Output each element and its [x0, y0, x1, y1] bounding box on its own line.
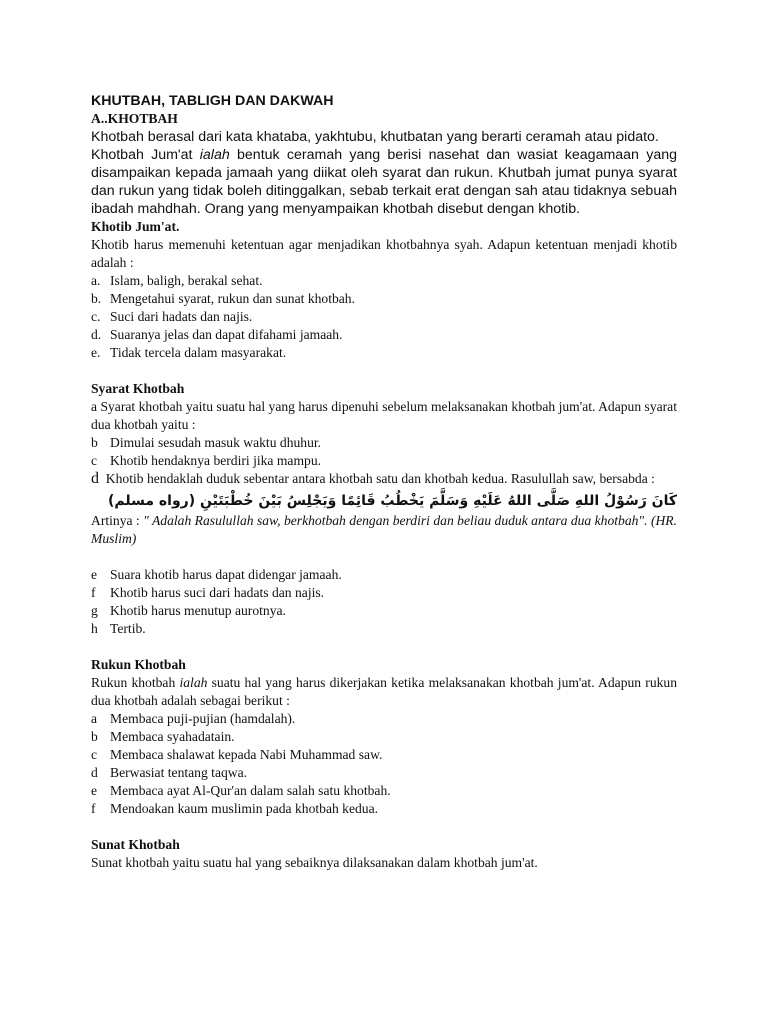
artinya-translation — [91, 512, 677, 548]
list-text: Membaca puji-pujian (hamdalah). — [110, 711, 296, 726]
list-item — [91, 764, 677, 782]
list-text: Membaca shalawat kepada Nabi Muhammad saw. — [110, 747, 383, 762]
list-text: Mengetahui syarat, rukun dan sunat khotbah. — [110, 291, 356, 306]
list-item — [91, 584, 677, 602]
rukun-intro-start: Rukun khotbah — [91, 675, 180, 690]
list-marker: d — [91, 765, 98, 780]
list-text: Tertib. — [110, 621, 146, 636]
section-a-heading: A..KHOTBAH — [91, 111, 178, 126]
spacer — [91, 362, 677, 380]
list-marker: c. — [91, 309, 101, 324]
khotib-intro: Khotib harus memenuhi ketentuan agar menjadikan khotbahnya syah. Adapun ketentuan menjadi khotib adalah : — [91, 237, 677, 270]
khotib-list — [91, 272, 677, 362]
list-text: Suci dari hadats dan najis. — [110, 309, 253, 324]
para2-rest: bentuk ceramah yang berisi nasehat dan wasiat keagamaan yang disampaikan kepada jamaah yang diikat oleh syarat dan rukun. Khutbah jumat punya syarat dan rukun yang tidak boleh ditinggalkan, sebab terkait erat dengan sah atau tidaknya sebuah ibadah mahdhah. Orang yang menyampaikan khotbah disebut dengan khotib. — [91, 147, 677, 217]
document-title: KHUTBAH, TABLIGH DAN DAKWAH — [91, 93, 334, 109]
list-marker: a — [91, 711, 98, 726]
list-text: Tidak tercela dalam masyarakat. — [110, 345, 287, 360]
list-item — [91, 272, 677, 290]
list-item — [91, 308, 677, 326]
syarat-heading: Syarat Khotbah — [91, 381, 185, 396]
list-text: Dimulai sesudah masuk waktu dhuhur. — [110, 435, 322, 450]
section-a-paragraph-1: Khotbah berasal dari kata khataba, yakhtubu, khutbatan yang berarti ceramah atau pidato. — [91, 129, 659, 145]
para2-italic: ialah — [199, 147, 230, 163]
list-item — [91, 566, 677, 584]
list-marker: d — [91, 470, 99, 487]
sunat-heading: Sunat Khotbah — [91, 837, 180, 852]
khotib-heading: Khotib Jum'at. — [91, 219, 180, 234]
arabic-hadith: كَانَ رَسُوْلُ اللهِ صَلَّى اللهُ عَلَيْهِ وَسَلَّمَ يَخْطُبُ قَائِمًا وَيَجْلِسُ بَيْنَ خُطْبَتَيْنِ (رواه مسلم) — [108, 493, 677, 509]
list-marker: a. — [91, 273, 101, 288]
list-marker: h — [91, 621, 98, 636]
list-text: Suara khotib harus dapat didengar jamaah. — [110, 567, 342, 582]
list-item — [91, 710, 677, 728]
list-marker: e — [91, 783, 98, 798]
list-item — [91, 782, 677, 800]
syarat-item-d — [91, 470, 677, 488]
list-marker: f — [91, 801, 96, 816]
list-item — [91, 290, 677, 308]
syarat-list-rest — [91, 566, 677, 638]
artinya-label: Artinya : — [91, 513, 144, 528]
list-text: Islam, baligh, berakal sehat. — [110, 273, 263, 288]
section-a-paragraph-2 — [91, 146, 677, 218]
list-text: Khotib harus menutup aurotnya. — [110, 603, 286, 618]
syarat-item-a: a Syarat khotbah yaitu suatu hal yang harus dipenuhi sebelum melaksanakan khotbah jum'at. Adapun syarat dua khotbah yaitu : — [91, 399, 677, 432]
list-item — [91, 326, 677, 344]
spacer — [91, 638, 677, 656]
list-marker: f — [91, 585, 96, 600]
list-marker: c — [91, 747, 98, 762]
rukun-heading: Rukun Khotbah — [91, 657, 186, 672]
list-item — [91, 344, 677, 362]
list-item — [91, 434, 677, 452]
list-text: Khotib hendaknya berdiri jika mampu. — [110, 453, 322, 468]
rukun-intro — [91, 674, 677, 710]
list-marker: b. — [91, 291, 102, 306]
list-item — [91, 452, 677, 470]
list-text: Suaranya jelas dan dapat difahami jamaah. — [110, 327, 343, 342]
rukun-intro-rest: suatu hal yang harus dikerjakan ketika melaksanakan khotbah jum'at. Adapun rukun dua khotbah adalah sebagai berikut : — [91, 675, 678, 708]
list-item — [91, 620, 677, 638]
syarat-list-bc — [91, 434, 677, 470]
list-item — [91, 746, 677, 764]
list-item — [91, 602, 677, 620]
list-text: Membaca syahadatain. — [110, 729, 235, 744]
list-item — [91, 728, 677, 746]
rukun-list — [91, 710, 677, 818]
list-text: Membaca ayat Al-Qur'an dalam salah satu khotbah. — [110, 783, 391, 798]
list-marker: b — [91, 729, 98, 744]
list-marker: d. — [91, 327, 102, 342]
spacer — [91, 548, 677, 566]
list-marker: c — [91, 453, 98, 468]
document-page — [91, 92, 677, 872]
rukun-intro-italic: ialah — [179, 675, 208, 690]
list-text: Mendoakan kaum muslimin pada khotbah kedua. — [110, 801, 379, 816]
sunat-text: Sunat khotbah yaitu suatu hal yang sebaiknya dilaksanakan dalam khotbah jum'at. — [91, 855, 538, 870]
list-item — [91, 800, 677, 818]
list-marker: b — [91, 435, 98, 450]
list-text: Khotib hendaklah duduk sebentar antara khotbah satu dan khotbah kedua. Rasulullah saw, bersabda : — [105, 471, 655, 486]
para2-start: Khotbah Jum'at — [91, 147, 200, 163]
list-text: Khotib harus suci dari hadats dan najis. — [110, 585, 325, 600]
spacer — [91, 818, 677, 836]
list-marker: e — [91, 567, 98, 582]
artinya-text: " Adalah Rasulullah saw, berkhotbah dengan berdiri dan beliau duduk antara dua khotbah". (HR. Muslim) — [91, 513, 677, 546]
list-marker: g — [91, 603, 98, 618]
list-marker: e. — [91, 345, 101, 360]
list-text: Berwasiat tentang taqwa. — [110, 765, 248, 780]
